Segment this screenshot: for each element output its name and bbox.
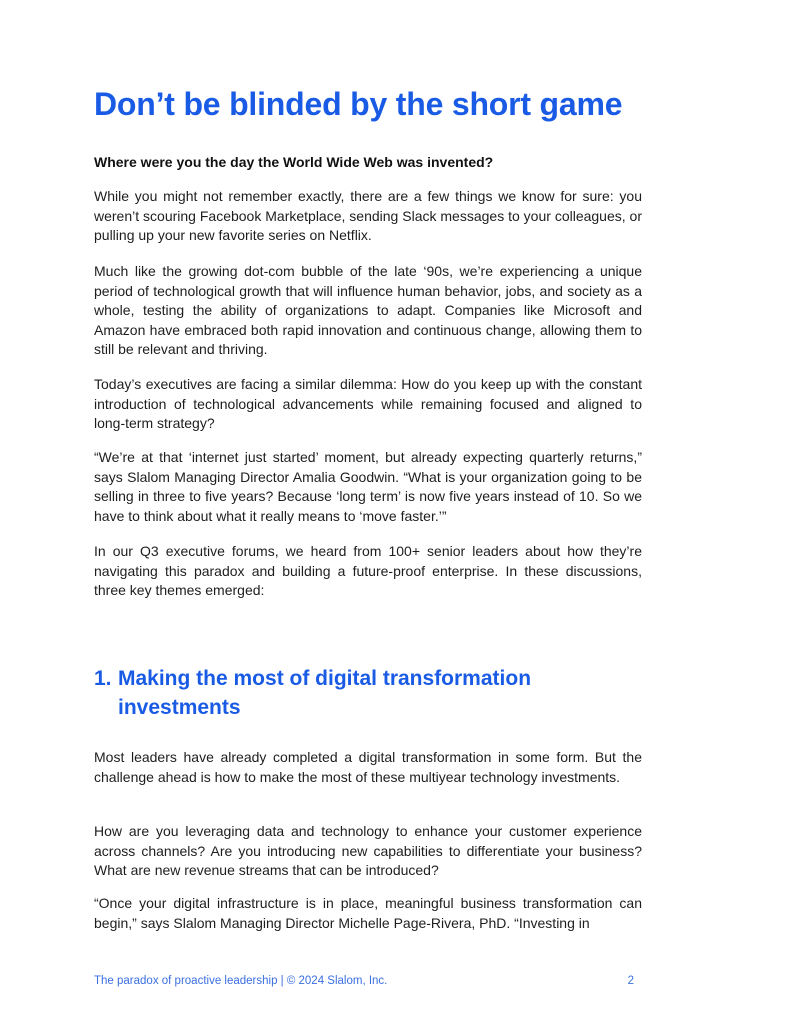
section-title: Making the most of digital transformation investments <box>118 667 532 719</box>
page-footer <box>94 975 634 987</box>
section-number: 1. <box>94 667 112 690</box>
section-heading <box>94 664 642 722</box>
paragraph-questions: How are you leveraging data and technology to enhance your customer experience across channels? Are you introducing new capabilities to differentiate your business? What are new revenue streams that can be introduced? <box>94 823 642 879</box>
paragraph-transformation: Most leaders have already completed a digital transformation in some form. But the challenge ahead is how to make the most of these multiyear technology investments. <box>94 749 642 785</box>
paragraph-dilemma: Today’s executives are facing a similar dilemma: How do you keep up with the constant introduction of technological advancements while remaining focused and aligned to long-term strategy? <box>94 376 642 432</box>
paragraph-intro: While you might not remember exactly, there are a few things we know for sure: you weren’t scouring Facebook Marketplace, sending Slack messages to your colleagues, or pulling up your new favorite series on Netflix. <box>94 188 642 244</box>
page-title: Don’t be blinded by the short game <box>94 86 623 122</box>
lead-question: Where were you the day the World Wide Web was invented? <box>94 154 494 170</box>
paragraph-quote-page-rivera: “Once your digital infrastructure is in place, meaningful business transformation can begin,” says Slalom Managing Director Michelle Page-Rivera, PhD. “Investing in <box>94 895 642 931</box>
page-number: 2 <box>627 975 634 987</box>
paragraph-dotcom: Much like the growing dot-com bubble of the late ‘90s, we’re experiencing a unique period of technological growth that will influence human behavior, jobs, and society as a whole, testing the ability of organizations to adapt. Companies like Microsoft and Amazon have embraced both rapid innovation and continuous change, allowing them to still be relevant and thriving. <box>94 263 642 358</box>
paragraph-forums: In our Q3 executive forums, we heard from 100+ senior leaders about how they’re navigating this paradox and building a future-proof enterprise. In these discussions, three key themes emerged: <box>94 543 642 599</box>
footer-text: The paradox of proactive leadership | © 2024 Slalom, Inc. <box>94 975 388 987</box>
paragraph-quote-goodwin: “We’re at that ‘internet just started’ moment, but already expecting quarterly returns,” says Slalom Managing Director Amalia Goodwin. “What is your organization going to be selling in three to five years? Because ‘long term’ is now five years instead of 10. So we have to think about what it really means to ‘move faster.’” <box>94 449 642 524</box>
